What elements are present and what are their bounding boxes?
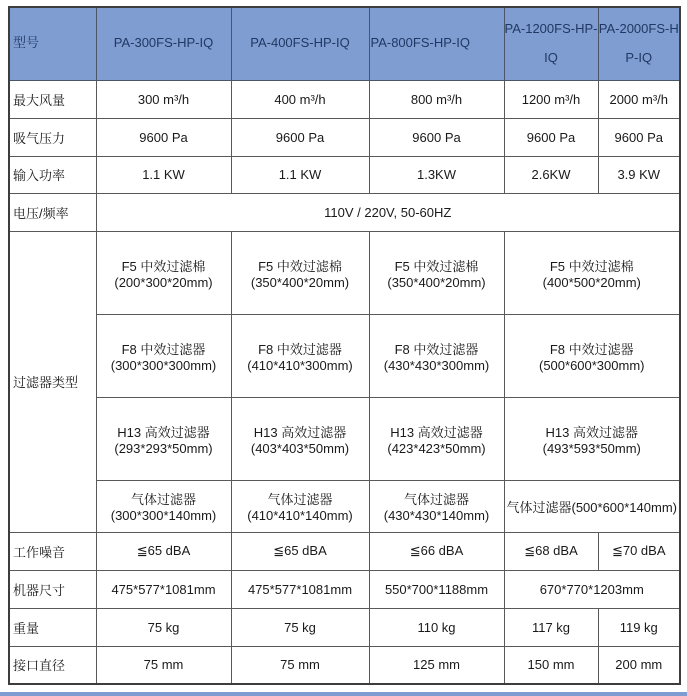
filter-dims: (493*593*50mm) xyxy=(542,440,641,456)
suction-cell: 9600 Pa xyxy=(231,118,369,156)
voltage-row xyxy=(9,193,680,231)
filter-dims: (293*293*50mm) xyxy=(114,440,213,456)
airflow-cell: 2000 m³/h xyxy=(598,80,680,118)
filter-f5-cell xyxy=(96,231,231,314)
airflow-cell: 1200 m³/h xyxy=(504,80,598,118)
port-cell: 150 mm xyxy=(504,646,598,684)
weight-row xyxy=(9,608,680,646)
airflow-label: 最大风量 xyxy=(9,80,96,118)
noise-cell: ≦68 dBA xyxy=(504,532,598,570)
filter-name: F8 中效过滤器 xyxy=(258,341,342,357)
filter-h13-cell xyxy=(369,397,504,480)
port-row xyxy=(9,646,680,684)
noise-label: 工作噪音 xyxy=(9,532,96,570)
port-cell: 75 mm xyxy=(231,646,369,684)
filter-dims: (200*300*20mm) xyxy=(114,274,213,290)
power-cell: 1.3KW xyxy=(369,156,504,193)
filter-dims: (500*600*300mm) xyxy=(538,357,645,373)
filter-h13-row xyxy=(9,397,680,480)
noise-cell: ≦65 dBA xyxy=(231,532,369,570)
noise-row xyxy=(9,532,680,570)
filter-name: H13 高效过滤器 xyxy=(117,424,210,440)
filter-gas-cell xyxy=(231,480,369,532)
filter-dims: (300*300*300mm) xyxy=(110,357,217,373)
filter-name: F5 中效过滤棉 xyxy=(258,258,342,274)
filter-name: 气体过滤器 xyxy=(130,492,196,507)
model-name-1200: PA-1200FS-HP-IQ xyxy=(504,7,598,80)
filter-name: F5 中效过滤棉 xyxy=(121,258,206,274)
filter-dims: (350*400*20mm) xyxy=(387,274,486,290)
filter-dims: (403*403*50mm) xyxy=(250,440,350,456)
filter-f8-cell xyxy=(96,314,231,397)
power-cell: 1.1 KW xyxy=(96,156,231,193)
filter-dims: (300*300*140mm) xyxy=(110,508,217,523)
filter-f8-cell xyxy=(504,314,680,397)
filter-name: H13 高效过滤器 xyxy=(545,424,638,440)
filter-h13-cell xyxy=(231,397,369,480)
power-row xyxy=(9,156,680,193)
power-label: 输入功率 xyxy=(9,156,96,193)
size-label: 机器尺寸 xyxy=(9,570,96,608)
filter-f8-row xyxy=(9,314,680,397)
filter-gas-cell xyxy=(96,480,231,532)
model-name-2000: PA-2000FS-HP-IQ xyxy=(598,7,680,80)
noise-cell: ≦66 dBA xyxy=(369,532,504,570)
weight-cell: 119 kg xyxy=(598,608,680,646)
suction-cell: 9600 Pa xyxy=(598,118,680,156)
bottom-accent-bar xyxy=(0,692,687,696)
filter-gas-row xyxy=(9,480,680,532)
port-label: 接口直径 xyxy=(9,646,96,684)
filter-f8-cell xyxy=(231,314,369,397)
size-cell: 475*577*1081mm xyxy=(231,570,369,608)
suction-cell: 9600 Pa xyxy=(504,118,598,156)
filter-name: 气体过滤器 xyxy=(267,492,333,507)
filter-f5-cell xyxy=(504,231,680,314)
noise-cell: ≦65 dBA xyxy=(96,532,231,570)
port-cell: 125 mm xyxy=(369,646,504,684)
filter-dims: (423*423*50mm) xyxy=(387,440,486,456)
weight-cell: 117 kg xyxy=(504,608,598,646)
weight-cell: 75 kg xyxy=(231,608,369,646)
suction-cell: 9600 Pa xyxy=(369,118,504,156)
size-cell: 550*700*1188mm xyxy=(369,570,504,608)
filter-dims: (430*430*300mm) xyxy=(383,357,490,373)
airflow-row xyxy=(9,80,680,118)
filter-name: F8 中效过滤器 xyxy=(121,341,206,357)
spec-table xyxy=(8,6,681,685)
filter-dims: (350*400*20mm) xyxy=(250,274,350,290)
suction-row xyxy=(9,118,680,156)
noise-cell: ≦70 dBA xyxy=(598,532,680,570)
filter-name: H13 高效过滤器 xyxy=(390,424,483,440)
filter-h13-cell xyxy=(504,397,680,480)
power-cell: 3.9 KW xyxy=(598,156,680,193)
suction-label: 吸气压力 xyxy=(9,118,96,156)
model-name-400: PA-400FS-HP-IQ xyxy=(231,7,369,80)
filter-f5-cell xyxy=(231,231,369,314)
header-row xyxy=(9,7,680,80)
weight-cell: 110 kg xyxy=(369,608,504,646)
weight-label: 重量 xyxy=(9,608,96,646)
filter-name: F5 中效过滤棉 xyxy=(394,258,479,274)
model-row-label: 型号 xyxy=(9,7,96,80)
filter-dims: (400*500*20mm) xyxy=(542,274,641,290)
airflow-cell: 800 m³/h xyxy=(369,80,504,118)
filter-f5-cell xyxy=(369,231,504,314)
size-cell: 670*770*1203mm xyxy=(504,570,680,608)
model-name-800: PA-800FS-HP-IQ xyxy=(369,7,504,80)
port-cell: 200 mm xyxy=(598,646,680,684)
spec-sheet xyxy=(0,6,687,685)
filter-h13-cell xyxy=(96,397,231,480)
voltage-cell: 110V / 220V, 50-60HZ xyxy=(96,193,680,231)
filter-dims: (410*410*140mm) xyxy=(247,508,353,523)
filter-dims: (430*430*140mm) xyxy=(383,508,490,523)
filter-name: F5 中效过滤棉 xyxy=(549,258,634,274)
power-cell: 2.6KW xyxy=(504,156,598,193)
size-row xyxy=(9,570,680,608)
suction-cell: 9600 Pa xyxy=(96,118,231,156)
airflow-cell: 300 m³/h xyxy=(96,80,231,118)
filter-name: F8 中效过滤器 xyxy=(549,341,634,357)
filter-name: H13 高效过滤器 xyxy=(253,424,347,440)
voltage-label: 电压/频率 xyxy=(9,193,96,231)
filter-gas-merged-cell: 气体过滤器(500*600*140mm) xyxy=(504,480,680,532)
model-name-300: PA-300FS-HP-IQ xyxy=(96,7,231,80)
filter-name: 气体过滤器 xyxy=(403,492,469,507)
filter-f5-row xyxy=(9,231,680,314)
filter-dims: (410*410*300mm) xyxy=(247,357,353,373)
filter-gas-cell xyxy=(369,480,504,532)
airflow-cell: 400 m³/h xyxy=(231,80,369,118)
weight-cell: 75 kg xyxy=(96,608,231,646)
port-cell: 75 mm xyxy=(96,646,231,684)
filter-type-label: 过滤器类型 xyxy=(9,231,96,532)
size-cell: 475*577*1081mm xyxy=(96,570,231,608)
filter-name: F8 中效过滤器 xyxy=(394,341,479,357)
power-cell: 1.1 KW xyxy=(231,156,369,193)
filter-f8-cell xyxy=(369,314,504,397)
